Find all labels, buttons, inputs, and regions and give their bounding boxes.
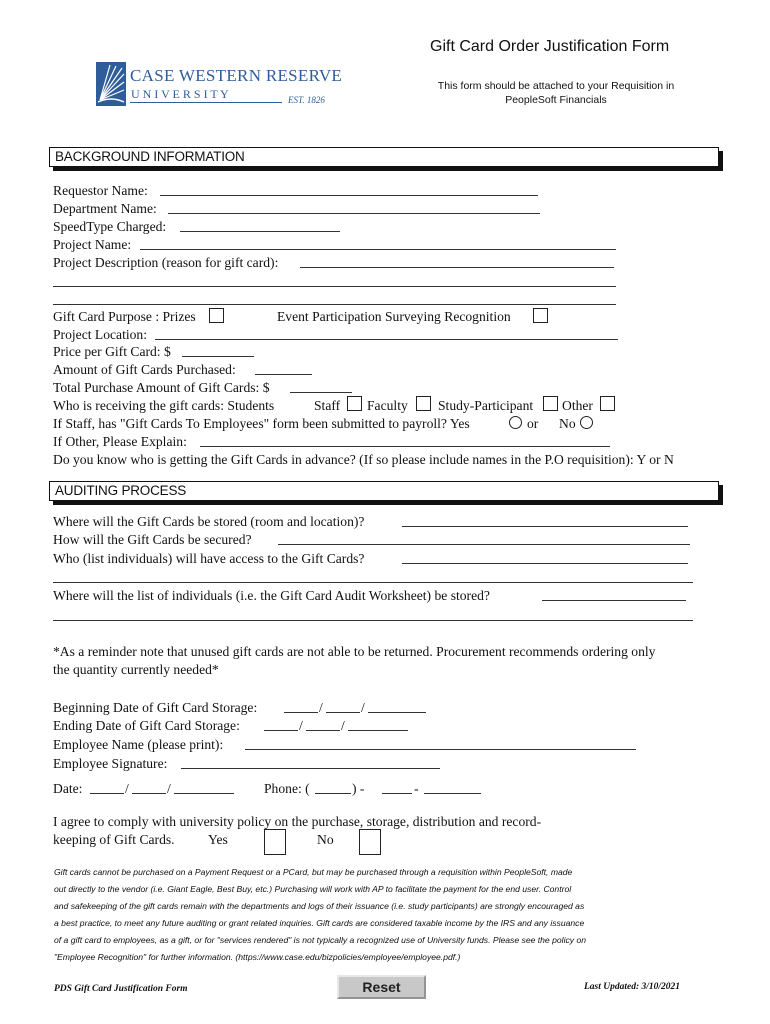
amount-purchased-label: Amount of Gift Cards Purchased:: [53, 362, 236, 377]
how-secured-label: How will the Gift Cards be secured?: [53, 532, 252, 547]
fine-print-line: "Employee Recognition" for further information. (https://www.case.edu/bizpolicies/employee/employee.pdf.): [54, 952, 461, 962]
phone-dash: -: [414, 781, 419, 796]
fine-print-line: out directly to the vendor (i.e. Giant Eagle, Best Buy, etc.) Purchasing will work with AP to facilitate the payment for the end user. Control: [54, 884, 572, 894]
ending-date-label: Ending Date of Gift Card Storage:: [53, 718, 240, 733]
reminder-note: *As a reminder note that unused gift cards are not able to be returned. Procurement recommends ordering only: [53, 644, 656, 659]
recognition-checkbox[interactable]: [533, 308, 548, 323]
where-stored-field[interactable]: [402, 526, 688, 527]
footer-form-name: PDS Gift Card Justification Form: [54, 984, 188, 994]
fine-print-line: a best practice, to meet any future auditing or grant related inquiries. Gift cards are considered taxable income by the IRS and any issuance: [54, 918, 585, 928]
employee-name-label: Employee Name (please print):: [53, 737, 224, 752]
total-amount-field[interactable]: [290, 392, 352, 393]
department-name-label: Department Name:: [53, 201, 157, 216]
form-title: Gift Card Order Justification Form: [430, 38, 670, 55]
reset-button[interactable]: Reset: [337, 975, 426, 999]
project-location-field[interactable]: [155, 339, 618, 340]
logo-name: CASE WESTERN RESERVE: [130, 66, 343, 85]
logo-est: EST. 1826: [288, 95, 325, 105]
background-section-header: [49, 147, 719, 167]
if-staff-no-label: No: [559, 416, 576, 431]
date-field[interactable]: / /: [90, 780, 234, 798]
fine-print-line: of a gift card to employees, as a gift, or for "services rendered" is not typically a recognized use of University funds. Please see the policy on: [54, 935, 587, 945]
how-secured-field[interactable]: [278, 544, 690, 545]
beginning-date-field[interactable]: / /: [284, 699, 426, 717]
who-access-field-2[interactable]: [53, 582, 693, 583]
fine-print-line: and safekeeping of the gift cards remain with the departments and logs of their issuance (i.e. study participants) are strongly encouraged as: [54, 901, 585, 911]
phone-prefix-field[interactable]: [382, 793, 412, 794]
form-subtitle: This form should be attached to your Requisition in: [437, 80, 675, 92]
employee-name-field[interactable]: [245, 749, 636, 750]
staff-checkbox[interactable]: [347, 396, 362, 411]
phone-label: Phone: (: [264, 781, 310, 796]
where-stored-label: Where will the Gift Cards be stored (room and location)?: [53, 514, 365, 529]
price-per-card-field[interactable]: [182, 356, 254, 357]
if-staff-yes-radio[interactable]: [509, 416, 522, 429]
price-per-card-label: Price per Gift Card: $: [53, 344, 171, 359]
requestor-name-field[interactable]: [160, 195, 538, 196]
auditing-header-text: AUDITING PROCESS: [55, 483, 187, 498]
logo-university: U N I V E R S I T Y: [131, 87, 229, 101]
who-access-field[interactable]: [402, 563, 688, 564]
requestor-name-label: Requestor Name:: [53, 183, 148, 198]
project-location-label: Project Location:: [53, 327, 147, 342]
where-list-field[interactable]: [542, 600, 686, 601]
faculty-checkbox[interactable]: [416, 396, 431, 411]
project-description-field[interactable]: [300, 267, 614, 268]
if-staff-or: or: [527, 416, 539, 431]
form-subtitle-2: PeopleSoft Financials: [505, 94, 607, 106]
fine-print: [54, 864, 694, 966]
if-other-field[interactable]: [200, 446, 610, 447]
agree-statement: I agree to comply with university policy on the purchase, storage, distribution and record-: [53, 814, 542, 829]
faculty-label: Faculty: [367, 398, 408, 413]
speedtype-label: SpeedType Charged:: [53, 219, 167, 234]
other-label: Other: [562, 398, 593, 413]
project-name-label: Project Name:: [53, 237, 132, 252]
if-staff-label: If Staff, has "Gift Cards To Employees" form been submitted to payroll? Yes: [53, 416, 470, 431]
beginning-date-label: Beginning Date of Gift Card Storage:: [53, 700, 258, 715]
project-description-field-3[interactable]: [53, 304, 616, 305]
project-name-field[interactable]: [140, 249, 616, 250]
agree-yes-checkbox[interactable]: [264, 829, 286, 855]
logo-emblem-icon: [96, 62, 126, 106]
agree-yes-label: Yes: [208, 832, 228, 847]
gift-card-purpose-more: Event Participation Surveying Recognition: [277, 309, 511, 324]
who-receiving-label: Who is receiving the gift cards: Students: [53, 398, 275, 413]
agree-statement-2: keeping of Gift Cards.: [53, 832, 175, 847]
prizes-checkbox[interactable]: [209, 308, 224, 323]
fine-print-line: Gift cards cannot be purchased on a Payment Request or a PCard, but may be purchased through a requisition within PeopleSoft, made: [54, 867, 573, 877]
who-access-label: Who (list individuals) will have access to the Gift Cards?: [53, 551, 365, 566]
gift-card-purpose-label: Gift Card Purpose : Prizes: [53, 309, 196, 324]
if-other-label: If Other, Please Explain:: [53, 434, 187, 449]
phone-line-field[interactable]: [424, 793, 481, 794]
staff-label: Staff: [314, 398, 341, 413]
where-list-field-2[interactable]: [53, 620, 693, 621]
employee-signature-field[interactable]: [181, 768, 440, 769]
project-description-label: Project Description (reason for gift card):: [53, 255, 279, 270]
phone-area-field[interactable]: [315, 793, 351, 794]
ending-date-field[interactable]: / /: [264, 717, 408, 735]
amount-purchased-field[interactable]: [255, 374, 312, 375]
phone-mid: ) -: [352, 781, 365, 796]
project-description-field-2[interactable]: [53, 286, 616, 287]
university-logo: [96, 62, 343, 108]
agree-no-checkbox[interactable]: [359, 829, 381, 855]
study-participant-label: Study-Participant: [438, 398, 534, 413]
where-list-label: Where will the list of individuals (i.e. the Gift Card Audit Worksheet) be stored?: [53, 588, 490, 603]
speedtype-field[interactable]: [180, 231, 340, 232]
last-updated: Last Updated: 3/10/2021: [584, 982, 681, 992]
department-name-field[interactable]: [168, 213, 540, 214]
study-participant-checkbox[interactable]: [543, 396, 558, 411]
if-staff-no-radio[interactable]: [580, 416, 593, 429]
auditing-section-header: [49, 481, 719, 501]
total-amount-label: Total Purchase Amount of Gift Cards: $: [53, 380, 270, 395]
date-label: Date:: [53, 781, 83, 796]
employee-signature-label: Employee Signature:: [53, 756, 168, 771]
reminder-note-2: the quantity currently needed*: [53, 662, 219, 677]
other-checkbox[interactable]: [600, 396, 615, 411]
agree-no-label: No: [317, 832, 334, 847]
background-header-text: BACKGROUND INFORMATION: [55, 149, 245, 164]
know-who-label: Do you know who is getting the Gift Cards in advance? (If so please include names in the P.O requisition): Y or N: [53, 452, 674, 467]
